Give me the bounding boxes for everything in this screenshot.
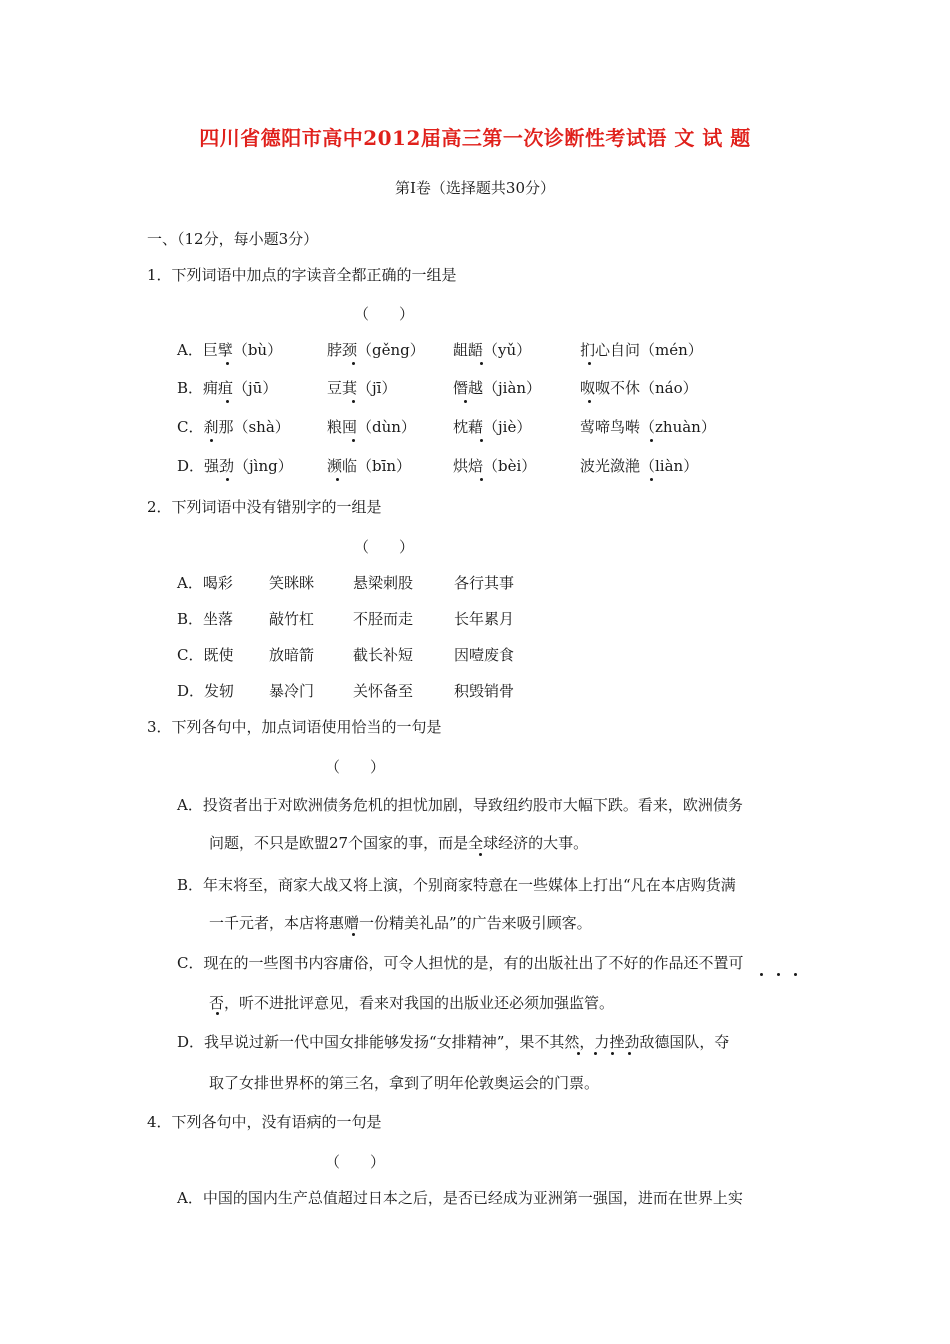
answer-blank-2: （ ） xyxy=(354,538,415,556)
question-2-option-c xyxy=(177,644,577,664)
question-3-option-a-line2: 问题，不只是欧盟27个国家的事，而是全球经济的大事。 xyxy=(209,834,589,852)
question-2-option-b xyxy=(177,608,577,628)
option-item: 关怀备至 xyxy=(353,682,414,700)
question-1-option-c xyxy=(177,416,777,436)
option-item: A．喝彩 xyxy=(177,574,233,592)
question-3-stem: 3．下列各句中，加点词语使用恰当的一句是 xyxy=(147,718,442,736)
option-item: 各行其事 xyxy=(454,574,515,592)
option-item: 敲竹杠 xyxy=(269,610,315,628)
question-3-option-c-line2: 否，听不进批评意见，看来对我国的出版业还必须加强监管。 xyxy=(209,994,615,1012)
question-3-option-b-line1: B．年末将至，商家大战又将上演，个别商家特意在一些媒体上打出“凡在本店购货满 xyxy=(177,876,736,894)
answer-blank-3: （ ） xyxy=(325,758,386,776)
option-item: 不胫而走 xyxy=(353,610,414,628)
option-item: B．坐落 xyxy=(177,610,234,628)
option-item: 僭越（jiàn） xyxy=(453,379,542,397)
question-1-stem: 1．下列词语中加点的字读音全都正确的一组是 xyxy=(147,266,457,284)
question-4-option-a-line1: A．中国的国内生产总值超过日本之后，是否已经成为亚洲第一强国，进而在世界上实 xyxy=(177,1189,743,1207)
option-item: 扪心自问（mén） xyxy=(580,341,703,359)
option-item: 波光潋滟（liàn） xyxy=(580,457,699,475)
question-2-option-a xyxy=(177,572,577,592)
question-1-option-a xyxy=(177,339,777,359)
question-3-option-d-line1: D．我早说过新一代中国女排能够发扬“女排精神”，果不其然，力挫劲敌德国队，夺 xyxy=(177,1033,730,1051)
option-item: 截长补短 xyxy=(353,646,414,664)
option-item: D．发轫 xyxy=(177,682,235,700)
option-item: 积毁销骨 xyxy=(454,682,515,700)
option-item: 龃龉（yǔ） xyxy=(453,341,532,359)
option-item: 脖颈（gěng） xyxy=(327,341,425,359)
option-item: 濒临（bīn） xyxy=(327,457,412,475)
option-item: C．刹那（shà） xyxy=(177,418,290,436)
question-3-option-c-line1: C．现在的一些图书内容庸俗，可令人担忧的是，有的出版社出了不好的作品还不置可 xyxy=(177,954,744,972)
option-item: D．强劲（jìng） xyxy=(177,457,293,475)
question-2-option-d xyxy=(177,680,577,700)
option-item: 悬梁刺股 xyxy=(353,574,414,592)
question-2-stem: 2．下列词语中没有错别字的一组是 xyxy=(147,498,382,516)
document-title: 四川省德阳市高中2012届高三第一次诊断性考试语 文 试 题 xyxy=(199,126,751,150)
option-item: 枕藉（jiè） xyxy=(453,418,532,436)
question-3-option-b-line2: 一千元者，本店将惠赠一份精美礼品”的广告来吸引顾客。 xyxy=(209,914,592,932)
option-item: 粮囤（dùn） xyxy=(327,418,416,436)
option-item: 烘焙（bèi） xyxy=(453,457,537,475)
volume-heading: 第Ⅰ卷（选择题共30分） xyxy=(394,179,555,197)
question-1-option-b xyxy=(177,377,777,397)
option-item: B．痈疽（jū） xyxy=(177,379,278,397)
option-item: 因噎废食 xyxy=(454,646,515,664)
option-item: 豆萁（jī） xyxy=(327,379,397,397)
option-item: 莺啼鸟啭（zhuàn） xyxy=(580,418,716,436)
option-item: 暴冷门 xyxy=(269,682,315,700)
section-heading: 一、（12分，每小题3分） xyxy=(147,230,319,248)
option-item: 放暗箭 xyxy=(269,646,315,664)
question-4-stem: 4．下列各句中，没有语病的一句是 xyxy=(147,1113,382,1131)
option-item: 呶呶不休（náo） xyxy=(580,379,698,397)
question-3-option-a-line1: A．投资者出于对欧洲债务危机的担忧加剧，导致纽约股市大幅下跌。看来，欧洲债务 xyxy=(177,796,743,814)
option-item: 长年累月 xyxy=(454,610,515,628)
option-item: A．巨擘（bù） xyxy=(177,341,283,359)
option-item: 笑眯眯 xyxy=(269,574,315,592)
answer-blank-4: （ ） xyxy=(325,1153,386,1171)
option-item: C．既使 xyxy=(177,646,234,664)
answer-blank-1: （ ） xyxy=(354,305,415,323)
question-1-option-d xyxy=(177,455,777,475)
question-3-option-d-line2: 取了女排世界杯的第三名，拿到了明年伦敦奥运会的门票。 xyxy=(209,1074,600,1092)
